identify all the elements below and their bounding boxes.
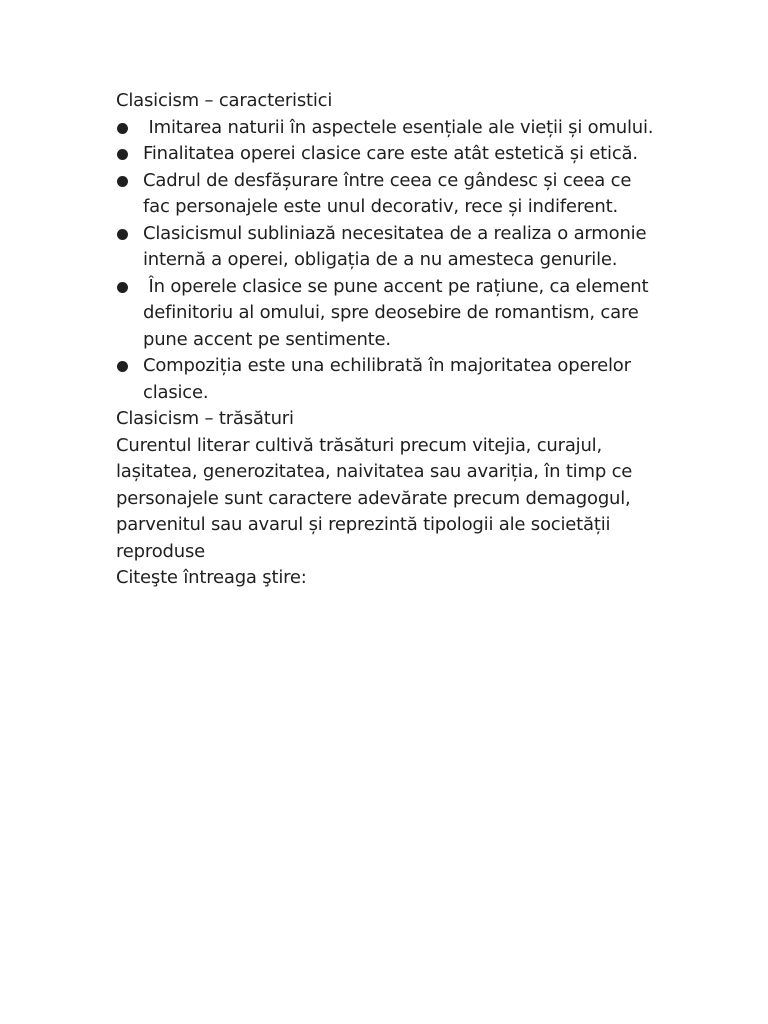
section-heading-caracteristici: Clasicism – caracteristici [116, 90, 333, 111]
read-more-line: Citeşte întreaga ştire: [116, 567, 307, 588]
bullet-icon [117, 123, 128, 134]
list-item [116, 221, 656, 274]
list-item-text: Compoziția este una echilibrată în majoritatea operelor clasice. [143, 355, 631, 403]
bullet-icon [117, 282, 128, 293]
list-item-text: Cadrul de desfășurare între ceea ce gândesc și ceea ce fac personajele este unul decorativ, rece și indiferent. [143, 169, 632, 217]
list-item [116, 115, 656, 142]
list-item-text: Finalitatea operei clasice care este atât estetică și etică. [143, 143, 638, 164]
list-item [116, 141, 656, 168]
bullet-icon [117, 229, 128, 240]
list-item-text: Clasicismul subliniază necesitatea de a realiza o armonie internă a operei, obligația de a nu amesteca genurile. [143, 222, 647, 270]
bullet-icon [117, 176, 128, 187]
characteristics-list [116, 115, 656, 407]
list-item [116, 274, 656, 354]
list-item-text: În operele clasice se pune accent pe rațiune, ca element definitoriu al omului, spre deosebire de romantism, care pune accent pe sentimente. [143, 275, 654, 350]
document-body [116, 88, 656, 592]
list-item [116, 168, 656, 221]
bullet-icon [117, 361, 128, 372]
list-item-text: Imitarea naturii în aspectele esențiale ale vieții și omului. [143, 116, 654, 138]
section-heading-trasaturi: Clasicism – trăsături [116, 408, 294, 429]
list-item [116, 353, 656, 406]
body-paragraph: Curentul literar cultivă trăsături precum vitejia, curajul, lașitatea, generozitatea, naivitatea sau avariția, în timp ce personajele sunt caractere adevărate precum demagogul, parvenitul sau avarul și reprezintă tipologii ale societății reproduse [116, 434, 633, 562]
bullet-icon [117, 149, 128, 160]
